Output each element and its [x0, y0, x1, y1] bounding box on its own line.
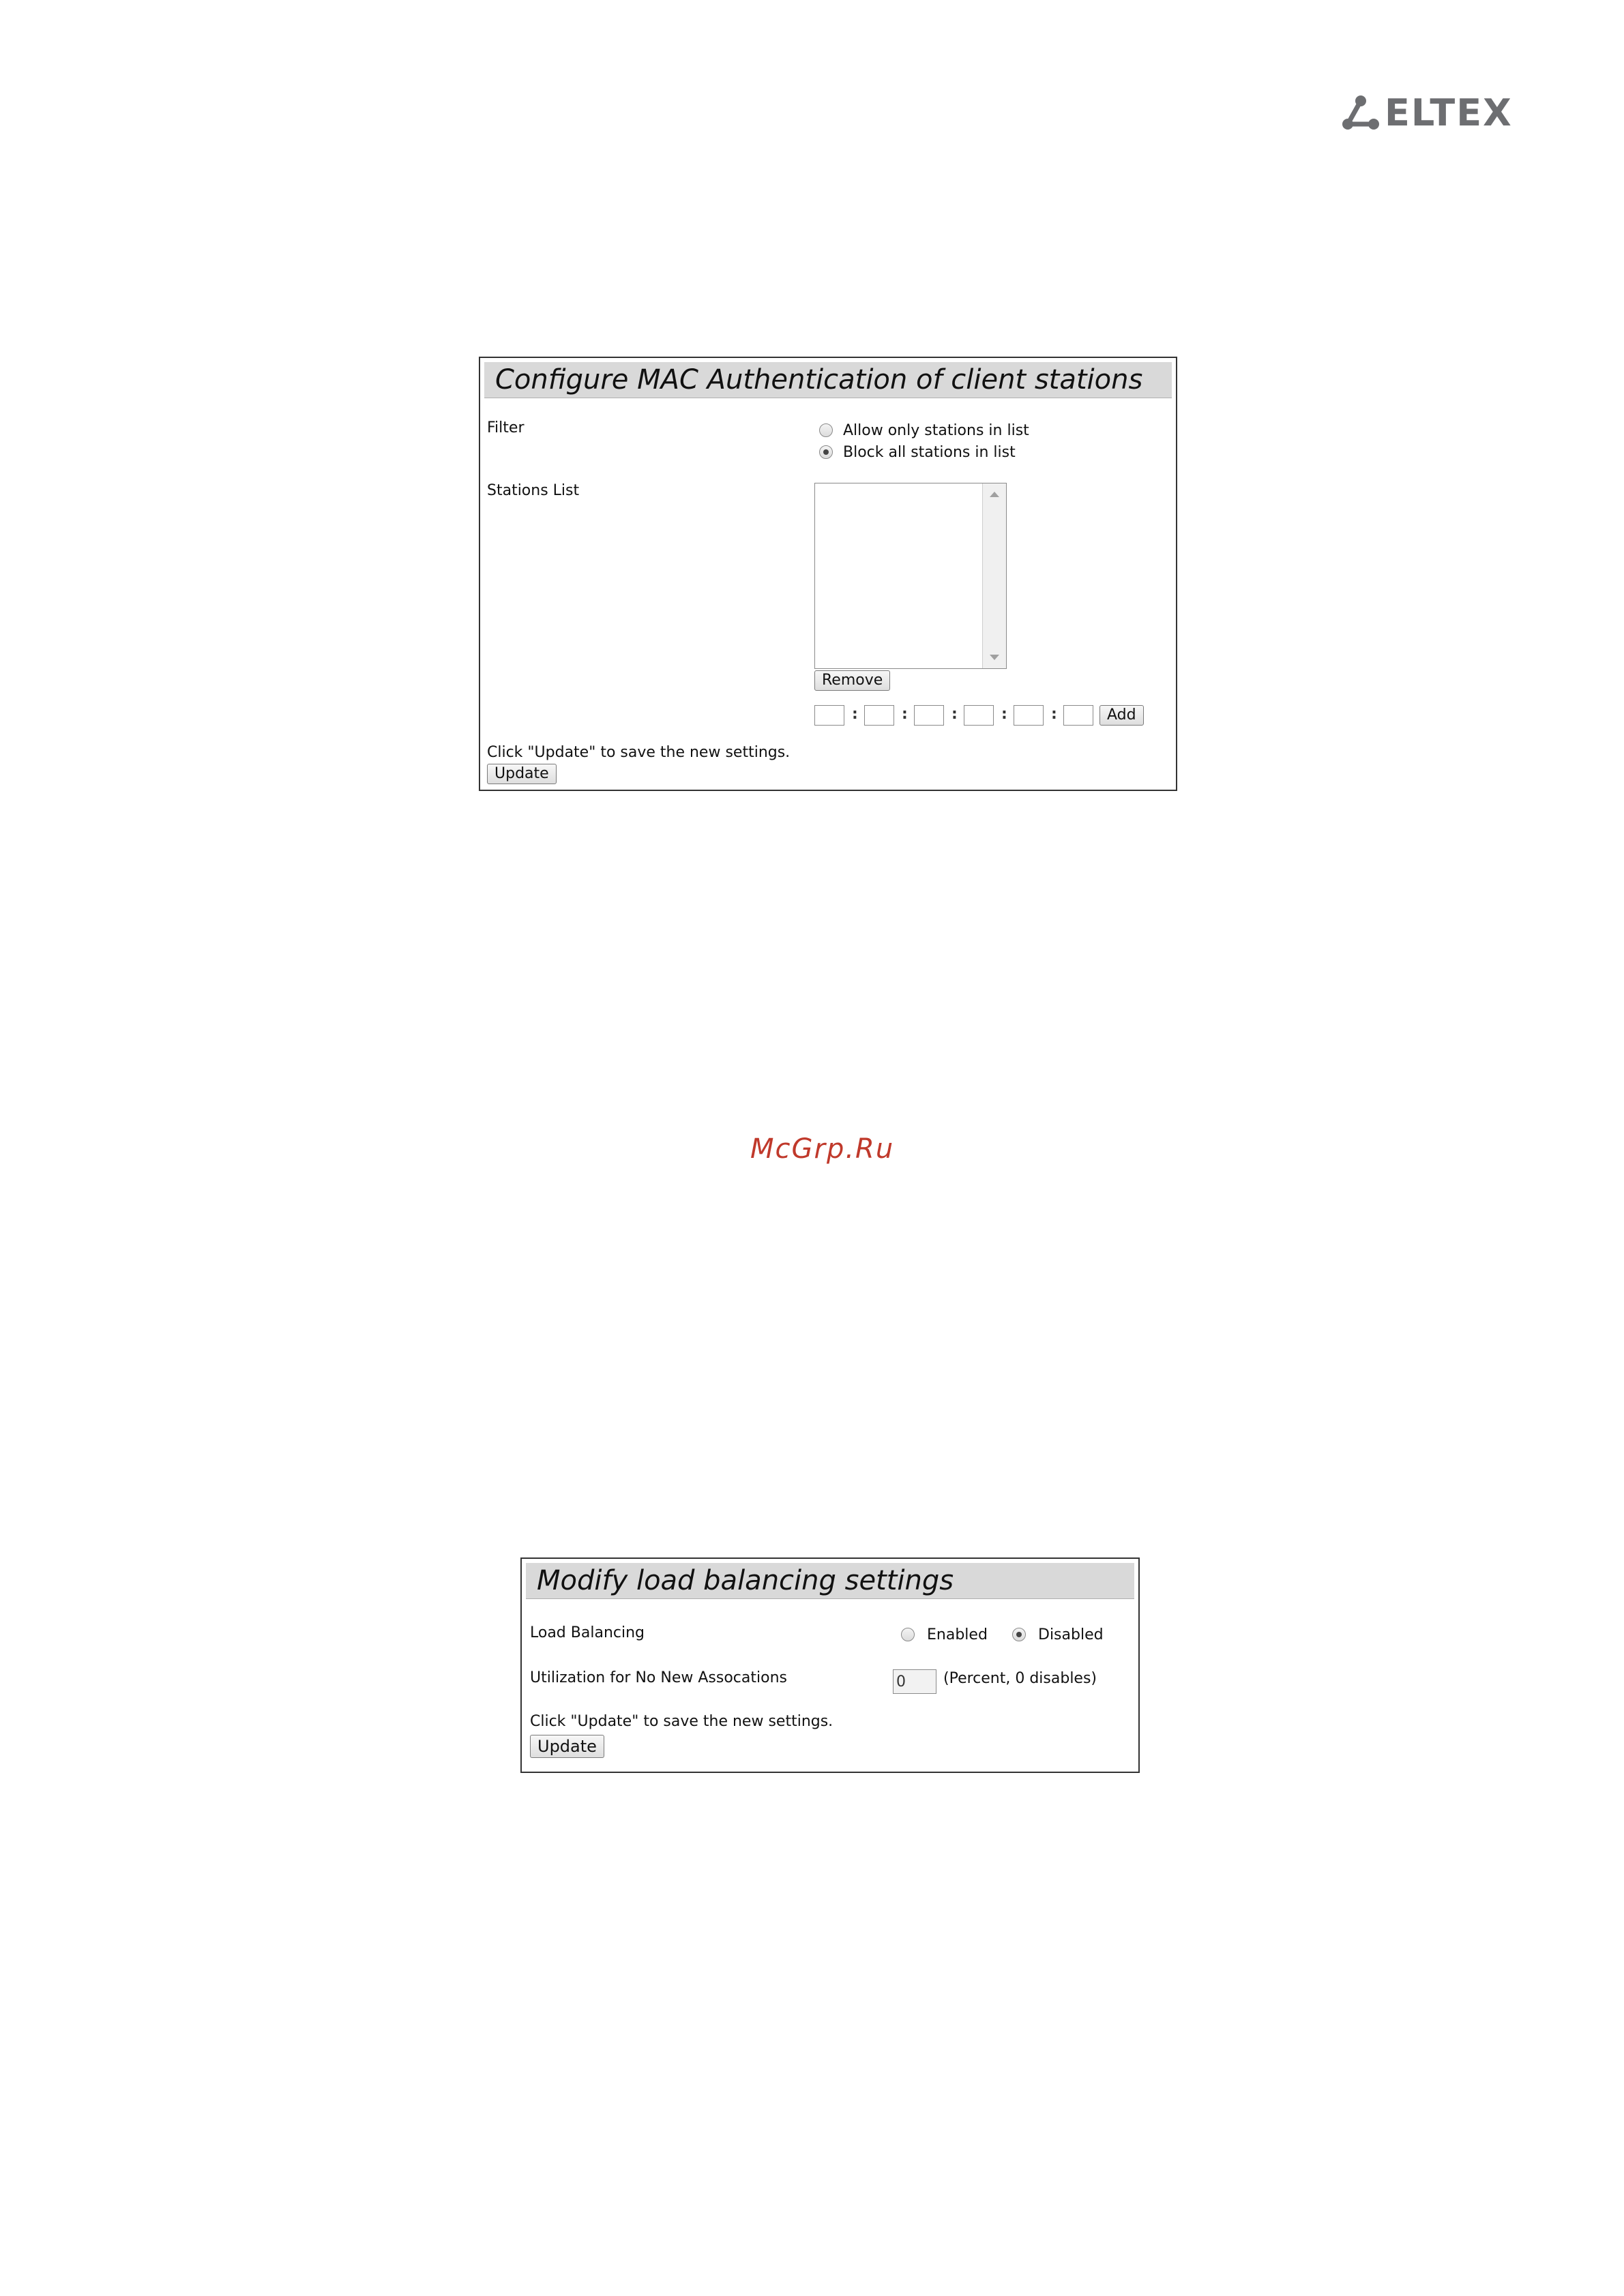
load-balancing-panel	[520, 1557, 1140, 1773]
update-hint: Click "Update" to save the new settings.	[487, 744, 791, 761]
update-hint: Click "Update" to save the new settings.	[530, 1713, 833, 1730]
filter-allow-label: Allow only stations in list	[843, 422, 1029, 439]
lb-enabled-label: Enabled	[927, 1626, 988, 1643]
mac-octet-2[interactable]	[864, 705, 894, 726]
lb-disabled-radio[interactable]	[1012, 1628, 1026, 1641]
utilization-input[interactable]	[893, 1669, 936, 1694]
lb-enabled-radio[interactable]	[901, 1628, 915, 1641]
filter-block-radio[interactable]	[819, 445, 833, 459]
mac-octet-3[interactable]	[914, 705, 944, 726]
mac-auth-title: Configure MAC Authentication of client stations	[484, 362, 1172, 398]
mac-separator: :	[902, 706, 908, 723]
lb-disabled-label: Disabled	[1038, 1626, 1104, 1643]
mac-octet-6[interactable]	[1063, 705, 1093, 726]
watermark: McGrp.Ru	[750, 1133, 895, 1165]
mac-separator: :	[1001, 706, 1007, 723]
update-button[interactable]: Update	[487, 764, 557, 784]
update-button[interactable]: Update	[530, 1735, 604, 1758]
load-balancing-label: Load Balancing	[530, 1624, 645, 1641]
filter-allow-radio[interactable]	[819, 423, 833, 437]
remove-button[interactable]: Remove	[814, 670, 890, 691]
stations-list-label: Stations List	[487, 482, 580, 499]
eltex-logo	[1341, 93, 1513, 134]
stations-scrollbar[interactable]	[982, 483, 1006, 668]
utilization-label: Utilization for No New Assocations	[530, 1669, 787, 1686]
mac-separator: :	[1051, 706, 1057, 723]
scroll-up-icon[interactable]	[990, 492, 999, 497]
scroll-down-icon[interactable]	[990, 655, 999, 660]
mac-octet-5[interactable]	[1014, 705, 1044, 726]
mac-separator: :	[852, 706, 858, 723]
filter-label: Filter	[487, 419, 525, 436]
mac-octet-4[interactable]	[964, 705, 994, 726]
mac-auth-panel	[479, 357, 1177, 791]
mac-separator: :	[951, 706, 958, 723]
filter-block-label: Block all stations in list	[843, 444, 1016, 461]
mac-octet-1[interactable]	[814, 705, 844, 726]
logo-text: ELTEX	[1385, 91, 1513, 134]
eltex-logo-icon	[1341, 94, 1381, 132]
utilization-hint: (Percent, 0 disables)	[943, 1670, 1097, 1687]
load-balancing-title: Modify load balancing settings	[526, 1563, 1134, 1599]
stations-listbox[interactable]	[814, 483, 1007, 669]
add-button[interactable]: Add	[1099, 705, 1144, 726]
